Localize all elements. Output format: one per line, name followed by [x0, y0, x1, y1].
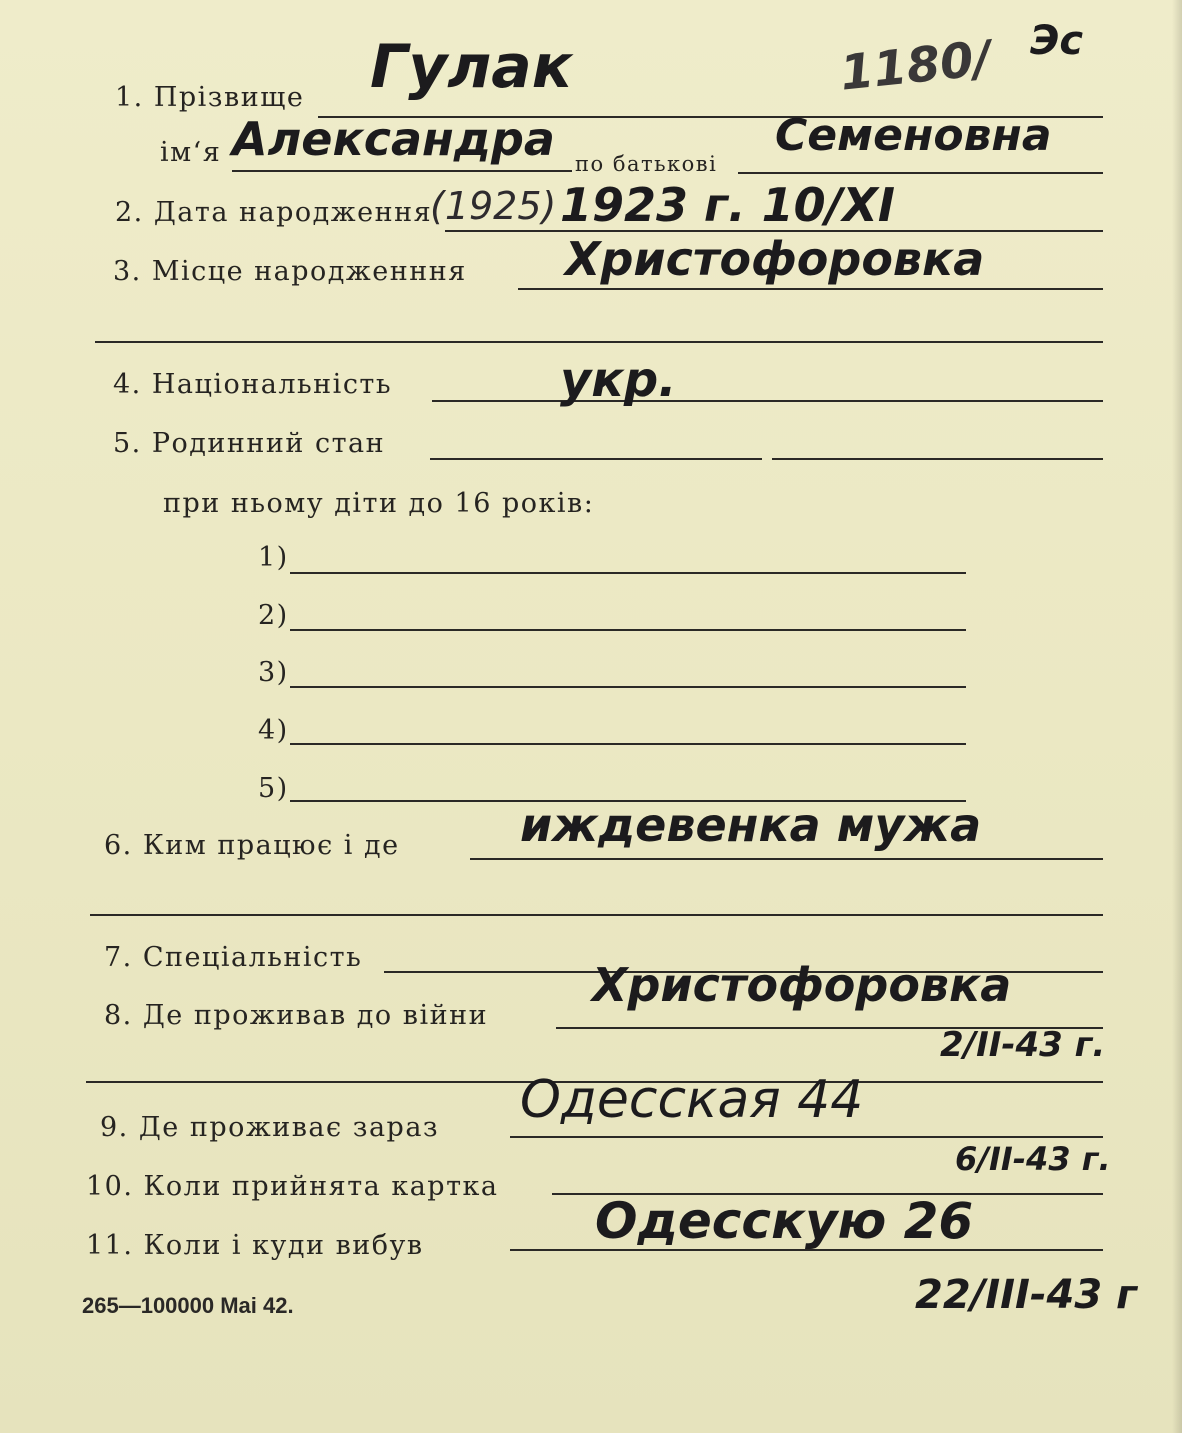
first-name-line: [232, 170, 572, 172]
card-accepted-label: 10. Коли прийнята картка: [86, 1171, 499, 1202]
nationality-label: 4. Національність: [113, 369, 393, 400]
prewar-residence-value: Христофоровка: [592, 958, 1012, 1012]
current-residence-value: Одесская 44: [520, 1070, 864, 1130]
birth-date-label: 2. Дата народження: [115, 197, 433, 228]
child-line: [290, 686, 966, 688]
child-number: 4): [258, 715, 289, 746]
birthplace-line-2: [95, 341, 1103, 343]
occupation-value: иждевенка мужа: [520, 798, 982, 852]
occupation-line-2: [90, 914, 1103, 916]
family-status-line-b: [772, 458, 1103, 460]
card-edge-shadow: [1172, 0, 1182, 1433]
record-number: 1180/: [837, 30, 994, 102]
patronymic-line: [738, 172, 1103, 174]
first-name-label: ім‘я: [160, 137, 222, 168]
child-number: 3): [258, 657, 289, 688]
child-number: 1): [258, 542, 289, 573]
occupation-line: [470, 858, 1103, 860]
nationality-value: укр.: [560, 352, 677, 408]
current-residence-label: 9. Де проживає зараз: [100, 1112, 440, 1143]
child-line: [290, 629, 966, 631]
family-status-line-a: [430, 458, 762, 460]
nationality-line: [432, 400, 1103, 402]
patronymic-value: Семеновна: [775, 110, 1052, 161]
birthplace-label: 3. Місце народженння: [113, 256, 467, 287]
departure-label: 11. Коли і куди вибув: [86, 1230, 424, 1261]
departure-value: Одесскую 26: [595, 1192, 974, 1250]
child-line: [290, 572, 966, 574]
occupation-label: 6. Ким працює і де: [104, 830, 400, 861]
child-line: [290, 743, 966, 745]
children-label: при ньому діти до 16 років:: [163, 488, 595, 519]
surname-label: 1. Прізвище: [115, 82, 305, 113]
surname-value: Гулак: [370, 32, 573, 102]
print-code: 265—100000 Mai 42.: [82, 1293, 294, 1318]
birthplace-value: Христофоровка: [565, 232, 985, 286]
corner-mark: Эс: [1030, 18, 1084, 64]
departure-date-value: 22/ІІІ-43 г: [915, 1272, 1138, 1318]
birthplace-line: [518, 288, 1103, 290]
card-accepted-value: 6/ІІ-43 г.: [955, 1140, 1111, 1178]
specialty-label: 7. Спеціальність: [104, 942, 363, 973]
child-number: 2): [258, 600, 289, 631]
first-name-value: Александра: [232, 112, 555, 166]
patronymic-label: по батькові: [575, 152, 718, 176]
family-status-label: 5. Родинний стан: [113, 428, 386, 459]
prewar-date-value: 2/ІІ-43 г.: [940, 1025, 1106, 1065]
child-number: 5): [258, 773, 289, 804]
prewar-residence-label: 8. Де проживав до війни: [104, 1000, 489, 1031]
current-residence-line: [510, 1136, 1103, 1138]
birth-year-struck: (1925): [430, 184, 557, 228]
birth-date-value: 1923 г. 10/ХІ: [560, 178, 895, 232]
